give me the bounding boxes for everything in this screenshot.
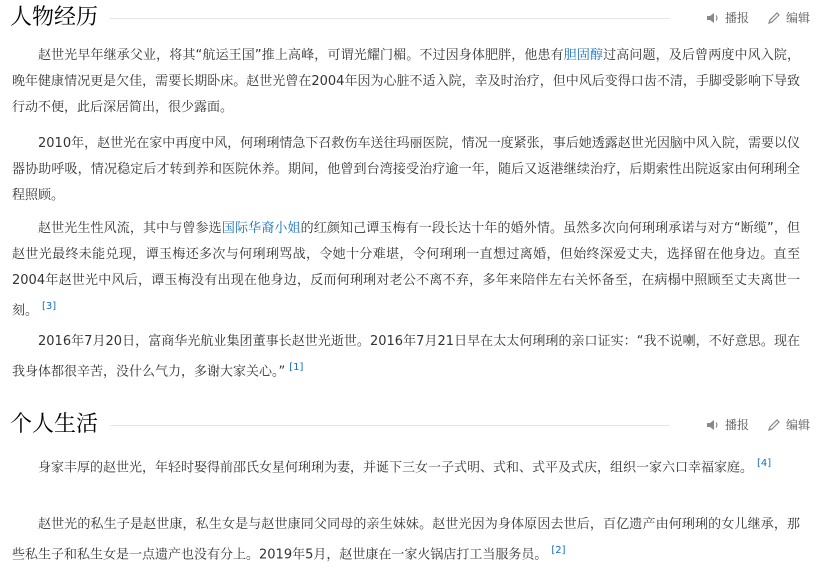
paragraph: 赵世光的私生子是赵世康，私生女是与赵世康同父同母的亲生妹妹。赵世光因为身体原因去世后，百亿遗产由何琍琍的女儿继承，那些私生子和私生女是一点遗产也没有分上。2019年5月，赵世康在一家火锅店打工当服务员。 [2] xyxy=(12,517,800,563)
paragraph: 赵世光生性风流，其中与曾参选国际华裔小姐的红颜知己谭玉梅有一段长达十年的婚外情。虽然多次向何琍琍承诺与对方“断缆”，但赵世光最终未能兑现，谭玉梅还多次与何琍琍骂战，令她十分难堪，令何琍琍一直想过离婚，但始终深爱丈夫，选择留在他身边。直至2004年赵世光中风后，谭玉梅没有出现在他身边，反而何琍琍对老公不离不弃，多年来陪伴左右关怀备至，在病榻中照顾至丈夫离世一刻。 [3] xyxy=(12,221,800,319)
edit-label: 编辑 xyxy=(785,11,810,25)
section-header-career xyxy=(10,2,810,34)
reference-link[interactable]: [3] xyxy=(42,301,57,312)
pencil-icon xyxy=(767,418,781,432)
play-label: 播报 xyxy=(724,11,749,25)
link-cholesterol[interactable]: 胆固醇 xyxy=(563,48,604,63)
paragraph: 身家丰厚的赵世光，年轻时娶得前邵氏女星何琍琍为妻，并诞下三女一子式明、式和、式平及式庆，组织一家六口幸福家庭。 [4] xyxy=(38,458,772,476)
section-header-personal-life xyxy=(10,409,810,441)
edit-button[interactable] xyxy=(767,8,810,28)
play-button[interactable] xyxy=(706,8,749,28)
section-actions xyxy=(706,415,810,435)
section-divider xyxy=(110,18,670,19)
play-label: 播报 xyxy=(724,418,749,432)
section-title: 个人生活 xyxy=(10,409,106,441)
section-divider xyxy=(110,425,670,426)
link-miss-chinese-international[interactable]: 国际华裔小姐 xyxy=(221,221,301,236)
speaker-icon xyxy=(706,418,720,432)
play-button[interactable] xyxy=(706,415,749,435)
edit-button[interactable] xyxy=(767,415,810,435)
section-actions xyxy=(706,8,810,28)
section-title: 人物经历 xyxy=(10,2,106,34)
reference-link[interactable]: [1] xyxy=(289,362,304,373)
paragraph: 2010年，赵世光在家中再度中风，何琍琍情急下召救伤车送往玛丽医院，情况一度紧张，事后她透露赵世光因脑中风入院，需要以仪器协助呼吸，情况稳定后才转到养和医院休养。期间，他曾到台湾接受治疗逾一年，随后又返港继续治疗，后期索性出院返家由何琍琍全程照顾。 xyxy=(12,136,800,203)
pencil-icon xyxy=(767,11,781,25)
reference-link[interactable]: [4] xyxy=(757,458,772,469)
speaker-icon xyxy=(706,11,720,25)
paragraph: 赵世光早年继承父业，将其“航运王国”推上高峰，可谓光耀门楣。不过因身体肥胖，他患有胆固醇过高问题，及后曾两度中风入院，晚年健康情况更是欠佳，需要长期卧床。赵世光曾在2004年因为心脏不适入院，幸及时治疗，但中风后变得口齿不清，手脚受影响下导致行动不便，此后深居简出，很少露面。 xyxy=(12,48,800,115)
reference-link[interactable]: [2] xyxy=(551,545,566,556)
paragraph: 2016年7月20日，富商华光航业集团董事长赵世光逝世。2016年7月21日早在太太何琍琍的亲口证实：“我不说喇，不好意思。现在我身体都很辛苦，没什么气力，多谢大家关心。” [1] xyxy=(12,334,800,380)
edit-label: 编辑 xyxy=(785,418,810,432)
